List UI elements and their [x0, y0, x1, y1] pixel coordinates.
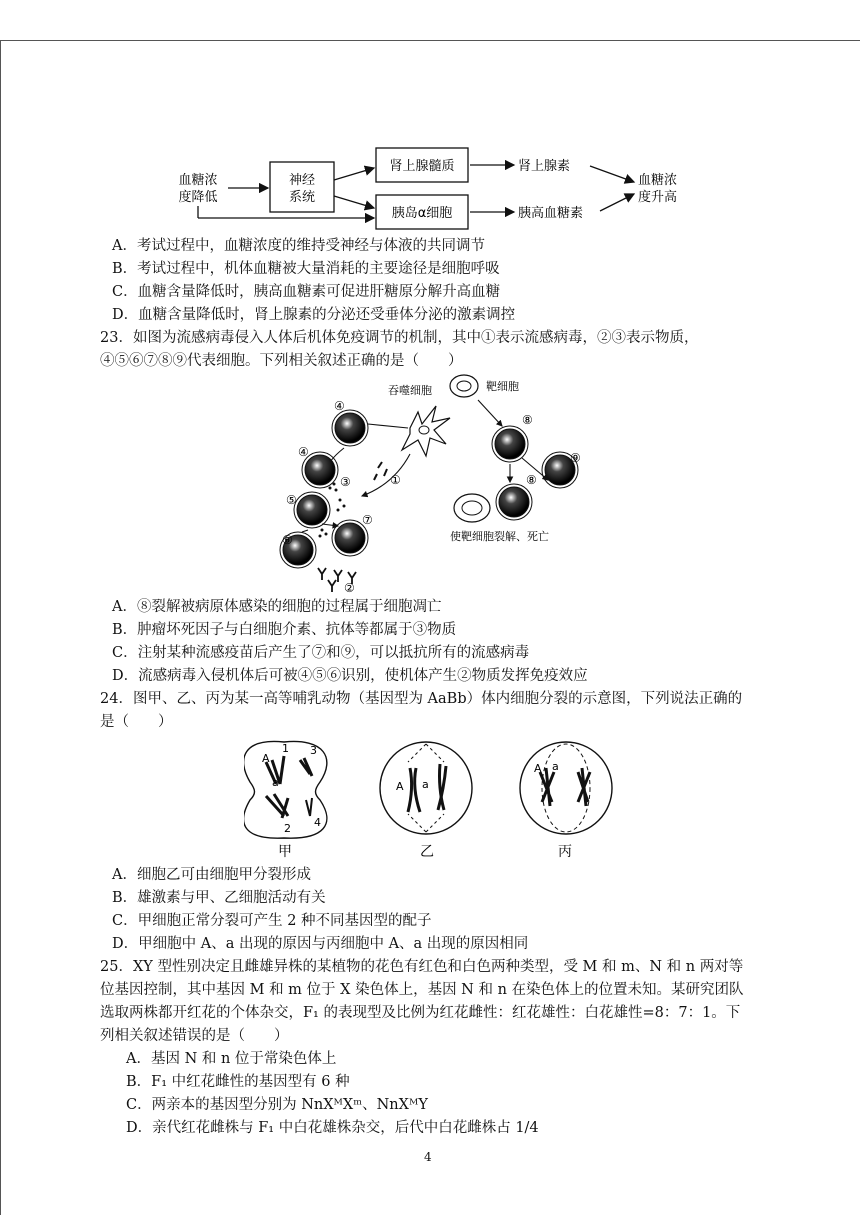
q25-option-c: C．两亲本的基因型分别为 NnXᴹXᵐ、NnXᴹY [126, 1097, 428, 1113]
flow-box-top: 肾上腺髓质 [389, 159, 455, 174]
q22-option-a: A．考试过程中，血糖浓度的维持受神经与体液的共同调节 [112, 238, 485, 254]
flow-nerve-line2: 系统 [288, 190, 316, 205]
flow-box-bottom: 胰岛α细胞 [391, 206, 453, 221]
q24-option-b: B．雄激素与甲、乙细胞活动有关 [112, 890, 326, 906]
q24-stem-line1: 24．图甲、乙、丙为某一高等哺乳动物（基因型为 AaBb）体内细胞分裂的示意图，下列说法正确的 [100, 691, 743, 707]
svg-text:②: ② [344, 581, 355, 594]
q22-option-c: C．血糖含量降低时，胰高血糖素可促进肝糖原分解升高血糖 [112, 284, 501, 300]
blood-sugar-flowchart [170, 140, 690, 230]
svg-text:a: a [552, 760, 559, 773]
q23-option-d: D．流感病毒入侵机体后可被④⑤⑥识别，使机体产生②物质发挥免疫效应 [112, 668, 588, 684]
svg-text:A: A [396, 780, 404, 793]
svg-text:A: A [262, 752, 270, 765]
immune-response-figure [270, 372, 610, 594]
q23-option-b: B．肿瘤坏死因子与白细胞介素、抗体等都属于③物质 [112, 622, 457, 638]
flow-nerve-line1: 神经 [288, 173, 316, 188]
svg-text:2: 2 [284, 822, 291, 835]
cell-7 [335, 523, 365, 553]
svg-text:⑥: ⑥ [282, 533, 293, 547]
cell-yi [380, 742, 472, 834]
page-number: 4 [424, 1150, 432, 1164]
cell-jia [244, 741, 327, 838]
svg-text:⑤: ⑤ [286, 493, 297, 507]
q25-stem-line1: 25．XY 型性别决定且雌雄异株的某植物的花色有红色和白色两种类型，受 M 和 m、N 和 n 两对等 [100, 959, 744, 975]
lysing-target-cell [454, 494, 490, 522]
svg-text:⑧: ⑧ [522, 413, 533, 427]
page-top-border [0, 40, 860, 41]
q25-option-a: A．基因 N 和 n 位于常染色体上 [126, 1051, 337, 1067]
cell-8-bottom [499, 487, 529, 517]
q24-option-c: C．甲细胞正常分裂可产生 2 种不同基因型的配子 [112, 913, 432, 929]
q23-option-a: A．⑧裂解被病原体感染的细胞的过程属于细胞凋亡 [112, 599, 442, 615]
q25-option-b: B．F₁ 中红花雌性的基因型有 6 种 [126, 1074, 350, 1090]
target-cell-label: 靶细胞 [486, 380, 519, 393]
q25-stem-line2: 位基因控制，其中基因 M 和 m 位于 X 染色体上，基因 N 和 n 在染色体上的位置未知。某研究团队 [100, 982, 744, 998]
flow-end-line2: 度升高 [638, 190, 678, 205]
q23-stem-line1: 23．如图为流感病毒侵入人体后机体免疫调节的机制，其中①表示流感病毒，②③表示物质， [100, 330, 699, 346]
q23-option-c: C．注射某种流感疫苗后产生了⑦和⑨，可以抵抗所有的流感病毒 [112, 645, 530, 661]
q24-option-d: D．甲细胞中 A、a 出现的原因与丙细胞中 A、a 出现的原因相同 [112, 936, 529, 952]
label-yi: 乙 [420, 844, 434, 858]
phagocyte-label: 吞噬细胞 [388, 384, 432, 397]
q22-option-b: B．考试过程中，机体血糖被大量消耗的主要途径是细胞呼吸 [112, 261, 500, 277]
flow-start-line2: 度降低 [178, 190, 218, 205]
svg-text:1: 1 [282, 742, 289, 755]
label-bing: 丙 [558, 844, 572, 858]
svg-text:A: A [534, 762, 542, 775]
q24-stem-line2: 是（ ） [100, 714, 173, 730]
q24-option-a: A．细胞乙可由细胞甲分裂形成 [112, 867, 311, 883]
q25-option-d: D．亲代红花雌株与 F₁ 中白花雄株杂交，后代中白花雌株占 1/4 [126, 1120, 539, 1136]
flow-out-bottom: 胰高血糖素 [518, 206, 584, 221]
svg-text:a: a [272, 776, 279, 789]
cell-bing [520, 742, 612, 834]
q25-stem-line4: 列相关叙述错误的是（ ） [100, 1028, 289, 1044]
svg-text:①: ① [390, 473, 401, 487]
svg-text:⑦: ⑦ [362, 513, 373, 527]
lysis-label: 使靶细胞裂解、死亡 [450, 530, 549, 543]
cell-division-figure [244, 738, 624, 858]
svg-text:④: ④ [298, 445, 309, 459]
target-cell [450, 375, 478, 397]
flow-start-line1: 血糖浓 [178, 173, 218, 188]
svg-text:④: ④ [334, 399, 345, 413]
q25-stem-line3: 选取两株都开红花的个体杂交，F₁ 的表现型及比例为红花雌性：红花雄性：白花雄性=8：7：1。下 [100, 1005, 741, 1021]
svg-text:⑨: ⑨ [570, 451, 581, 465]
q22-option-d: D．血糖含量降低时，肾上腺素的分泌还受垂体分泌的激素调控 [112, 307, 516, 323]
svg-text:a: a [422, 778, 429, 791]
cell-4-top [335, 413, 365, 443]
page-left-border [0, 40, 1, 1215]
cell-8-top [495, 429, 525, 459]
flow-end-line1: 血糖浓 [638, 173, 678, 188]
svg-text:③: ③ [340, 475, 351, 489]
cell-5 [297, 495, 327, 525]
svg-text:3: 3 [310, 744, 317, 757]
q23-stem-line2: ④⑤⑥⑦⑧⑨代表细胞。下列相关叙述正确的是（ ） [100, 353, 463, 369]
svg-text:⑧: ⑧ [526, 473, 537, 487]
phagocyte-cell [402, 406, 450, 456]
label-jia: 甲 [278, 844, 292, 858]
flow-out-top: 肾上腺素 [518, 159, 571, 174]
svg-text:4: 4 [314, 816, 321, 829]
cell-4-bottom [305, 455, 335, 485]
